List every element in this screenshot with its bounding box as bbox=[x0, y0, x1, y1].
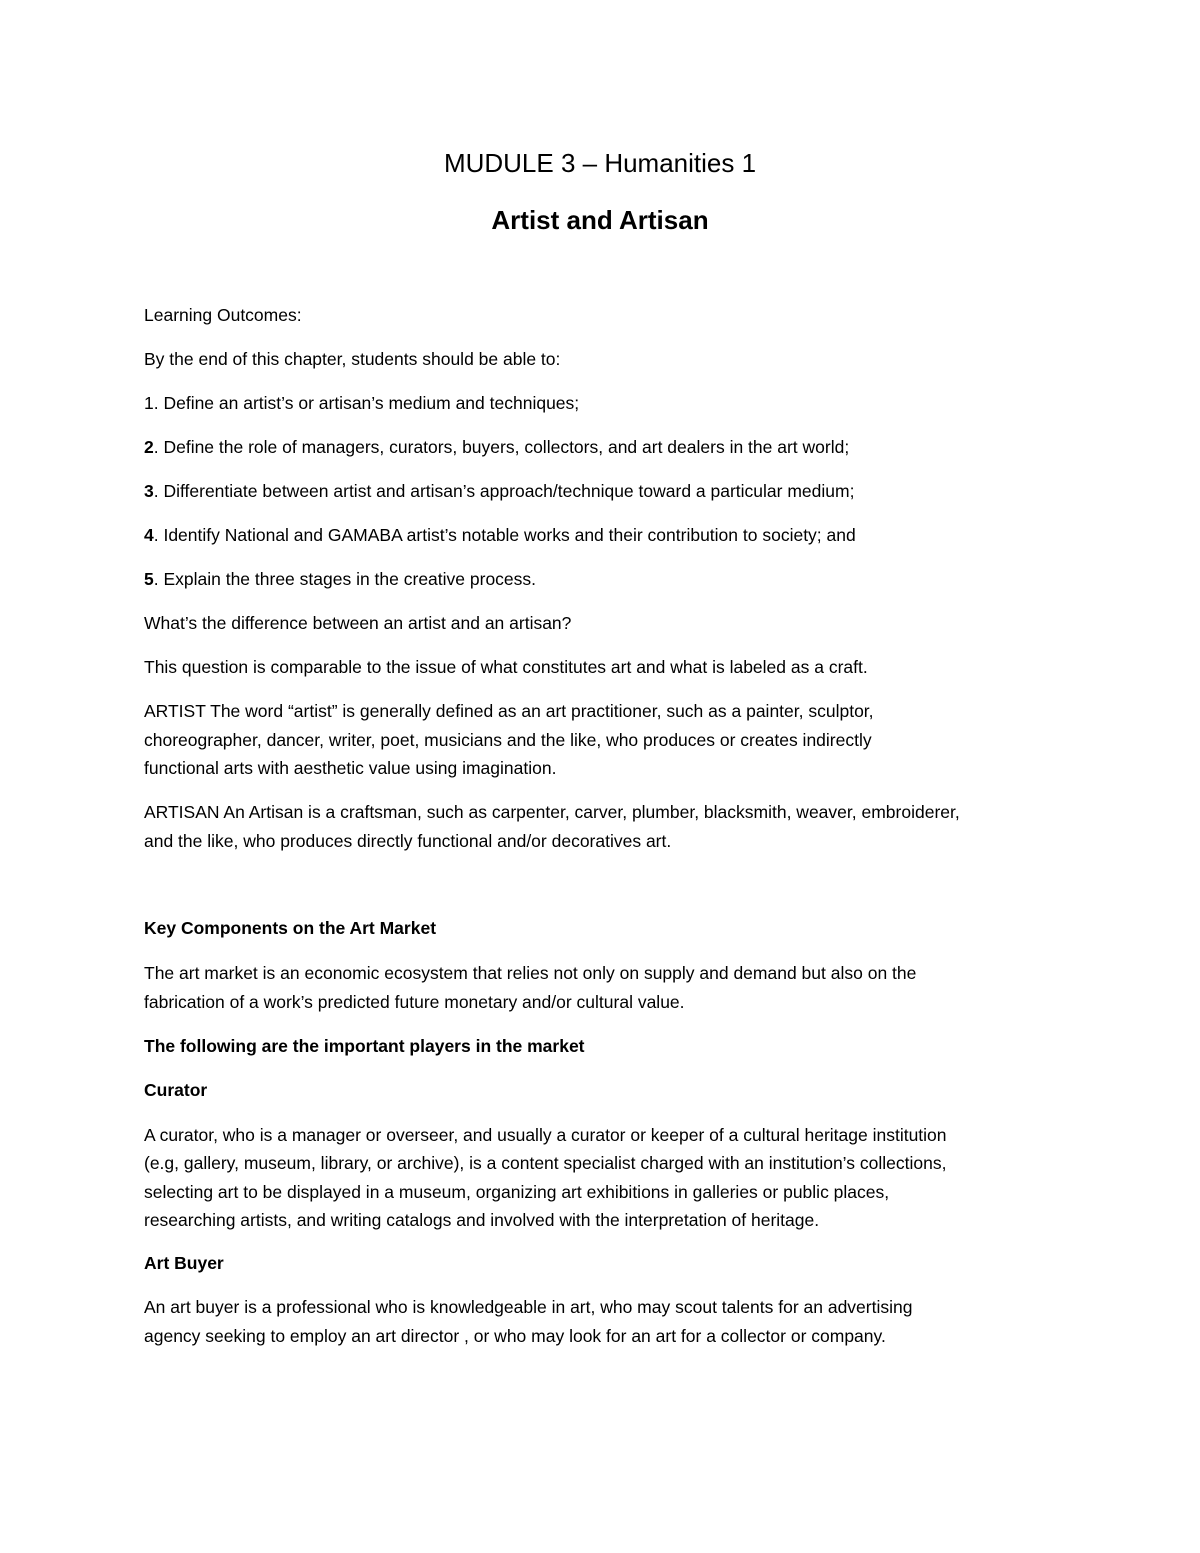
outcome-number: 2 bbox=[144, 437, 154, 457]
curator-paragraph-line: (e.g, gallery, museum, library, or archive), is a content specialist charged with an institution’s collections, bbox=[144, 1153, 947, 1173]
learning-outcomes-label: Learning Outcomes: bbox=[144, 305, 302, 325]
art-buyer-paragraph-line: agency seeking to employ an art director , or who may look for an art for a collector or company. bbox=[144, 1326, 886, 1346]
curator-heading: Curator bbox=[144, 1080, 208, 1100]
outcome-text: . Define an artist’s or artisan’s medium and techniques; bbox=[153, 393, 580, 413]
outcome-text: . Identify National and GAMABA artist’s notable works and their contribution to society; and bbox=[153, 525, 856, 545]
outcome-text: . Differentiate between artist and artisan’s approach/technique toward a particular medium; bbox=[153, 481, 855, 501]
outcome-item bbox=[144, 433, 849, 461]
art-market-paragraph-line: The art market is an economic ecosystem that relies not only on supply and demand but also on the bbox=[144, 963, 917, 983]
question-answer-text: This question is comparable to the issue of what constitutes art and what is labeled as a craft. bbox=[144, 657, 868, 677]
outcome-item bbox=[144, 565, 536, 593]
outcome-item bbox=[144, 389, 579, 417]
learning-outcomes-intro: By the end of this chapter, students should be able to: bbox=[144, 349, 561, 369]
artist-paragraph-line: ARTIST The word “artist” is generally defined as an art practitioner, such as a painter, sculptor, bbox=[144, 701, 874, 721]
outcome-item bbox=[144, 477, 854, 505]
outcome-number: 1 bbox=[144, 393, 154, 413]
outcome-text: . Explain the three stages in the creative process. bbox=[153, 569, 537, 589]
document-title: MUDULE 3 – Humanities 1 bbox=[443, 148, 757, 178]
art-market-paragraph-line: fabrication of a work’s predicted future monetary and/or cultural value. bbox=[144, 992, 685, 1012]
outcome-number: 5 bbox=[144, 569, 154, 589]
artist-paragraph-line: choreographer, dancer, writer, poet, musicians and the like, who produces or creates indirectly bbox=[144, 730, 872, 750]
artist-paragraph-line: functional arts with aesthetic value using imagination. bbox=[144, 758, 557, 778]
key-components-heading: Key Components on the Art Market bbox=[144, 918, 437, 938]
players-heading: The following are the important players in the market bbox=[144, 1036, 585, 1056]
curator-paragraph-line: researching artists, and writing catalogs and involved with the interpretation of heritage. bbox=[144, 1210, 820, 1230]
outcome-text: . Define the role of managers, curators, buyers, collectors, and art dealers in the art world; bbox=[153, 437, 850, 457]
question-text: What’s the difference between an artist and an artisan? bbox=[144, 613, 572, 633]
art-buyer-paragraph-line: An art buyer is a professional who is knowledgeable in art, who may scout talents for an advertising bbox=[144, 1297, 913, 1317]
outcome-item bbox=[144, 521, 856, 549]
outcome-number: 4 bbox=[144, 525, 154, 545]
artisan-paragraph-line: and the like, who produces directly functional and/or decoratives art. bbox=[144, 831, 672, 851]
curator-paragraph-line: selecting art to be displayed in a museum, organizing art exhibitions in galleries or public places, bbox=[144, 1182, 890, 1202]
curator-paragraph-line: A curator, who is a manager or overseer, and usually a curator or keeper of a cultural heritage institution bbox=[144, 1125, 947, 1145]
outcome-number: 3 bbox=[144, 481, 154, 501]
document-subtitle: Artist and Artisan bbox=[491, 205, 709, 235]
artisan-paragraph-line: ARTISAN An Artisan is a craftsman, such as carpenter, carver, plumber, blacksmith, weaver, embroiderer, bbox=[144, 802, 960, 822]
art-buyer-heading: Art Buyer bbox=[144, 1253, 224, 1273]
